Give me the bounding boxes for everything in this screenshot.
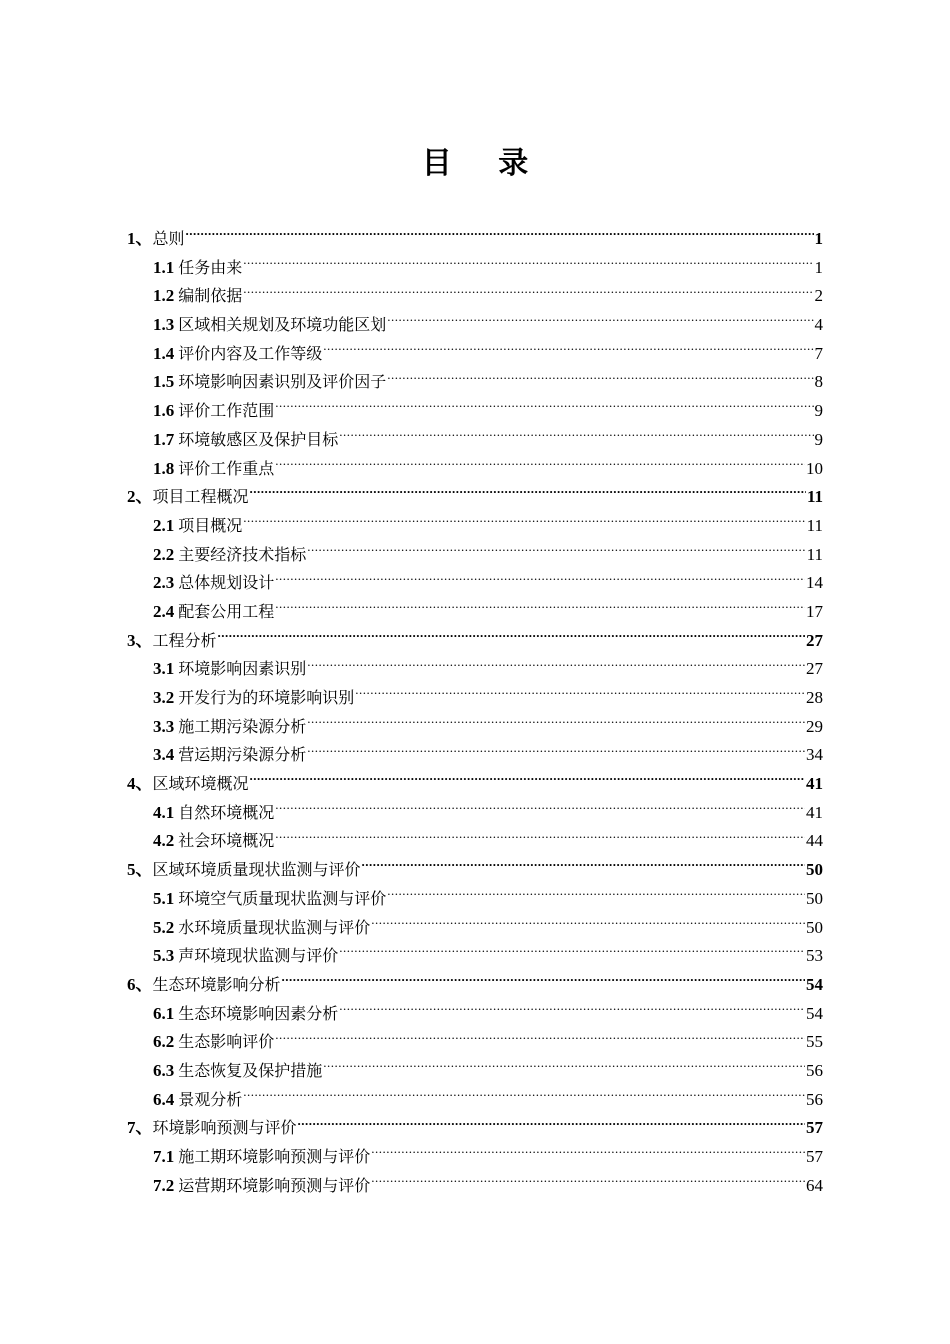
toc-page-number: 50 bbox=[806, 888, 823, 908]
toc-section-entry[interactable] bbox=[127, 541, 823, 570]
toc-dot-leader bbox=[355, 686, 805, 703]
toc-dot-leader bbox=[243, 284, 813, 301]
toc-entry-number: 4.1 bbox=[153, 802, 175, 822]
toc-entry-number: 5.1 bbox=[153, 888, 175, 908]
toc-page-number: 64 bbox=[806, 1175, 823, 1195]
toc-page-number: 2 bbox=[814, 286, 823, 306]
toc-entry-number: 1.2 bbox=[153, 286, 175, 306]
toc-entry-label: 运营期环境影响预测与评价 bbox=[178, 1175, 371, 1195]
toc-section-entry[interactable] bbox=[127, 1172, 823, 1201]
toc-page-number: 8 bbox=[814, 372, 823, 392]
toc-section-entry[interactable] bbox=[127, 254, 823, 283]
toc-dot-leader bbox=[250, 485, 806, 502]
toc-chapter-entry[interactable] bbox=[127, 483, 823, 512]
toc-page-number: 28 bbox=[806, 688, 823, 707]
toc-page-number: 14 bbox=[806, 573, 823, 593]
toc-dot-leader bbox=[250, 772, 805, 789]
toc-page-number: 57 bbox=[806, 1147, 823, 1166]
toc-page-number: 27 bbox=[806, 630, 823, 650]
toc-entry-label: 工程分析 bbox=[152, 630, 217, 650]
toc-entry-label: 项目工程概况 bbox=[152, 487, 249, 507]
toc-entry-label: 施工期污染源分析 bbox=[178, 716, 307, 736]
toc-section-entry[interactable] bbox=[127, 455, 823, 484]
toc-dot-leader bbox=[275, 829, 805, 846]
toc-section-entry[interactable] bbox=[127, 598, 823, 627]
toc-entry-label: 任务由来 bbox=[178, 257, 243, 277]
toc-entry-number: 3.4 bbox=[153, 745, 175, 765]
toc-dot-leader bbox=[339, 428, 813, 445]
toc-entry-label: 声环境现状监测与评价 bbox=[178, 946, 339, 966]
toc-dot-leader bbox=[218, 629, 805, 646]
toc-entry-label: 生态影响评价 bbox=[178, 1032, 275, 1052]
toc-entry-number: 7.1 bbox=[153, 1147, 175, 1166]
toc-entry-label: 社会环境概况 bbox=[178, 831, 275, 851]
toc-entry-label: 水环境质量现状监测与评价 bbox=[178, 917, 371, 937]
toc-entry-number: 3.1 bbox=[153, 659, 175, 679]
toc-entry-label: 施工期环境影响预测与评价 bbox=[178, 1147, 371, 1166]
toc-page-number: 11 bbox=[806, 515, 823, 535]
toc-entry-label: 总则 bbox=[152, 229, 185, 248]
toc-dot-leader bbox=[243, 1088, 805, 1105]
toc-entry-label: 编制依据 bbox=[178, 286, 243, 306]
toc-section-entry[interactable] bbox=[127, 569, 823, 598]
toc-dot-leader bbox=[243, 256, 813, 273]
toc-chapter-entry[interactable] bbox=[127, 971, 823, 1000]
toc-page-number: 55 bbox=[806, 1032, 823, 1052]
toc-entry-label: 主要经济技术指标 bbox=[178, 544, 307, 564]
toc-entry-number: 1.1 bbox=[153, 257, 175, 277]
toc-dot-leader bbox=[275, 801, 805, 818]
toc-entry-number: 1.6 bbox=[153, 401, 175, 421]
toc-section-entry[interactable] bbox=[127, 282, 823, 311]
toc-section-entry[interactable] bbox=[127, 426, 823, 455]
toc-dot-leader bbox=[323, 1059, 805, 1076]
toc-chapter-entry[interactable] bbox=[127, 627, 823, 656]
toc-dot-leader bbox=[275, 399, 813, 416]
toc-entry-label: 环境空气质量现状监测与评价 bbox=[178, 888, 387, 908]
toc-entry-number: 2.3 bbox=[153, 573, 175, 593]
toc-entry-number: 5.2 bbox=[153, 917, 175, 937]
toc-dot-leader bbox=[275, 600, 805, 617]
toc-entry-label: 总体规划设计 bbox=[178, 573, 275, 593]
page-title: 目 录 bbox=[421, 146, 547, 181]
toc-entry-number: 1.8 bbox=[153, 458, 175, 478]
toc-dot-leader bbox=[307, 743, 805, 760]
toc-page-number: 54 bbox=[806, 1003, 823, 1023]
toc-section-entry[interactable] bbox=[127, 684, 823, 713]
toc-section-entry[interactable] bbox=[127, 827, 823, 856]
toc-page-number: 9 bbox=[814, 429, 823, 449]
toc-page-number: 1 bbox=[814, 257, 823, 277]
toc-section-entry[interactable] bbox=[127, 713, 823, 742]
toc-dot-leader bbox=[307, 543, 805, 560]
toc-entry-label: 生态环境影响因素分析 bbox=[178, 1003, 339, 1023]
toc-entry-label: 评价内容及工作等级 bbox=[178, 343, 323, 363]
toc-page-number: 11 bbox=[806, 487, 823, 507]
toc-section-entry[interactable] bbox=[127, 1000, 823, 1029]
toc-entry-number: 7、 bbox=[127, 1118, 153, 1138]
toc-section-entry[interactable] bbox=[127, 1143, 823, 1172]
toc-entry-label: 环境影响因素识别 bbox=[178, 659, 307, 679]
toc-dot-leader bbox=[323, 342, 813, 359]
table-of-contents bbox=[127, 225, 823, 1200]
toc-entry-label: 评价工作重点 bbox=[178, 458, 275, 478]
toc-section-entry[interactable] bbox=[127, 340, 823, 369]
toc-entry-label: 项目概况 bbox=[178, 515, 243, 535]
toc-entry-number: 1.3 bbox=[153, 315, 175, 335]
toc-dot-leader bbox=[243, 514, 805, 531]
toc-page-number: 54 bbox=[806, 974, 823, 994]
toc-dot-leader bbox=[275, 457, 805, 474]
toc-dot-leader bbox=[298, 1116, 805, 1133]
toc-dot-leader bbox=[186, 227, 814, 244]
toc-entry-number: 6.1 bbox=[153, 1003, 175, 1023]
toc-dot-leader bbox=[387, 887, 805, 904]
toc-entry-number: 4、 bbox=[127, 774, 153, 794]
toc-section-entry[interactable] bbox=[127, 1086, 823, 1115]
toc-entry-number: 5、 bbox=[127, 860, 153, 880]
toc-dot-leader bbox=[371, 1145, 805, 1162]
toc-chapter-entry[interactable] bbox=[127, 1114, 823, 1143]
toc-entry-number: 5.3 bbox=[153, 946, 175, 966]
toc-entry-label: 区域环境概况 bbox=[152, 774, 249, 794]
toc-entry-label: 环境敏感区及保护目标 bbox=[178, 429, 339, 449]
toc-entry-number: 2.1 bbox=[153, 515, 175, 535]
toc-page-number: 53 bbox=[806, 946, 823, 966]
toc-chapter-entry[interactable] bbox=[127, 225, 823, 254]
toc-entry-number: 6.3 bbox=[153, 1060, 175, 1080]
toc-entry-label: 自然环境概况 bbox=[178, 802, 275, 822]
toc-entry-number: 7.2 bbox=[153, 1175, 175, 1195]
toc-page-number: 34 bbox=[806, 745, 823, 765]
toc-page-number: 57 bbox=[806, 1118, 823, 1138]
toc-section-entry[interactable] bbox=[127, 512, 823, 541]
toc-entry-label: 区域相关规划及环境功能区划 bbox=[178, 315, 387, 335]
toc-entry-label: 评价工作范围 bbox=[178, 401, 275, 421]
toc-dot-leader bbox=[275, 571, 805, 588]
toc-section-entry[interactable] bbox=[127, 741, 823, 770]
toc-page-number: 29 bbox=[806, 716, 823, 736]
toc-dot-leader bbox=[307, 657, 805, 674]
toc-entry-number: 6.4 bbox=[153, 1089, 175, 1109]
toc-section-entry[interactable] bbox=[127, 311, 823, 340]
toc-section-entry[interactable] bbox=[127, 799, 823, 828]
toc-page-number: 4 bbox=[814, 315, 823, 335]
toc-entry-label: 区域环境质量现状监测与评价 bbox=[152, 860, 361, 880]
toc-entry-label: 环境影响因素识别及评价因子 bbox=[178, 372, 387, 392]
toc-dot-leader bbox=[371, 1174, 805, 1191]
toc-entry-number: 6、 bbox=[127, 974, 153, 994]
toc-section-entry[interactable] bbox=[127, 914, 823, 943]
toc-entry-label: 生态环境影响分析 bbox=[152, 974, 281, 994]
toc-entry-label: 生态恢复及保护措施 bbox=[178, 1060, 323, 1080]
toc-section-entry[interactable] bbox=[127, 655, 823, 684]
toc-entry-number: 3.2 bbox=[153, 688, 175, 707]
toc-entry-label: 景观分析 bbox=[178, 1089, 243, 1109]
toc-page-number: 9 bbox=[814, 401, 823, 421]
toc-section-entry[interactable] bbox=[127, 942, 823, 971]
toc-entry-number: 1.7 bbox=[153, 429, 175, 449]
toc-page-number: 56 bbox=[806, 1060, 823, 1080]
toc-entry-number: 2.2 bbox=[153, 544, 175, 564]
toc-section-entry[interactable] bbox=[127, 368, 823, 397]
toc-entry-number: 1.4 bbox=[153, 343, 175, 363]
toc-page-number: 50 bbox=[806, 860, 823, 880]
toc-page-number: 17 bbox=[806, 601, 823, 621]
toc-section-entry[interactable] bbox=[127, 1028, 823, 1057]
toc-page-number: 41 bbox=[806, 802, 823, 822]
toc-dot-leader bbox=[339, 944, 805, 961]
toc-section-entry[interactable] bbox=[127, 885, 823, 914]
toc-dot-leader bbox=[371, 916, 805, 933]
toc-page-number: 56 bbox=[806, 1089, 823, 1109]
toc-page-number: 7 bbox=[814, 343, 823, 363]
toc-dot-leader bbox=[339, 1002, 805, 1019]
toc-entry-number: 2.4 bbox=[153, 601, 175, 621]
toc-chapter-entry[interactable] bbox=[127, 770, 823, 799]
toc-entry-number: 3.3 bbox=[153, 716, 175, 736]
toc-entry-label: 营运期污染源分析 bbox=[178, 745, 307, 765]
toc-dot-leader bbox=[387, 370, 813, 387]
toc-entry-number: 6.2 bbox=[153, 1032, 175, 1052]
toc-entry-number: 1、 bbox=[127, 229, 153, 248]
toc-entry-label: 配套公用工程 bbox=[178, 601, 275, 621]
toc-entry-number: 1.5 bbox=[153, 372, 175, 392]
toc-entry-number: 3、 bbox=[127, 630, 153, 650]
toc-page-number: 1 bbox=[814, 229, 823, 248]
toc-dot-leader bbox=[282, 973, 805, 990]
toc-page-number: 50 bbox=[806, 917, 823, 937]
toc-page-number: 27 bbox=[806, 659, 823, 679]
toc-dot-leader bbox=[387, 313, 813, 330]
toc-chapter-entry[interactable] bbox=[127, 856, 823, 885]
toc-section-entry[interactable] bbox=[127, 1057, 823, 1086]
toc-page-number: 11 bbox=[806, 544, 823, 564]
toc-page-number: 44 bbox=[806, 831, 823, 851]
toc-dot-leader bbox=[307, 715, 805, 732]
toc-entry-number: 2、 bbox=[127, 487, 153, 507]
toc-page-number: 41 bbox=[806, 774, 823, 794]
toc-dot-leader bbox=[275, 1030, 805, 1047]
toc-entry-number: 4.2 bbox=[153, 831, 175, 851]
toc-section-entry[interactable] bbox=[127, 397, 823, 426]
toc-dot-leader bbox=[362, 858, 805, 875]
toc-entry-label: 环境影响预测与评价 bbox=[152, 1118, 297, 1138]
toc-page-number: 10 bbox=[806, 458, 823, 478]
toc-entry-label: 开发行为的环境影响识别 bbox=[178, 688, 355, 707]
